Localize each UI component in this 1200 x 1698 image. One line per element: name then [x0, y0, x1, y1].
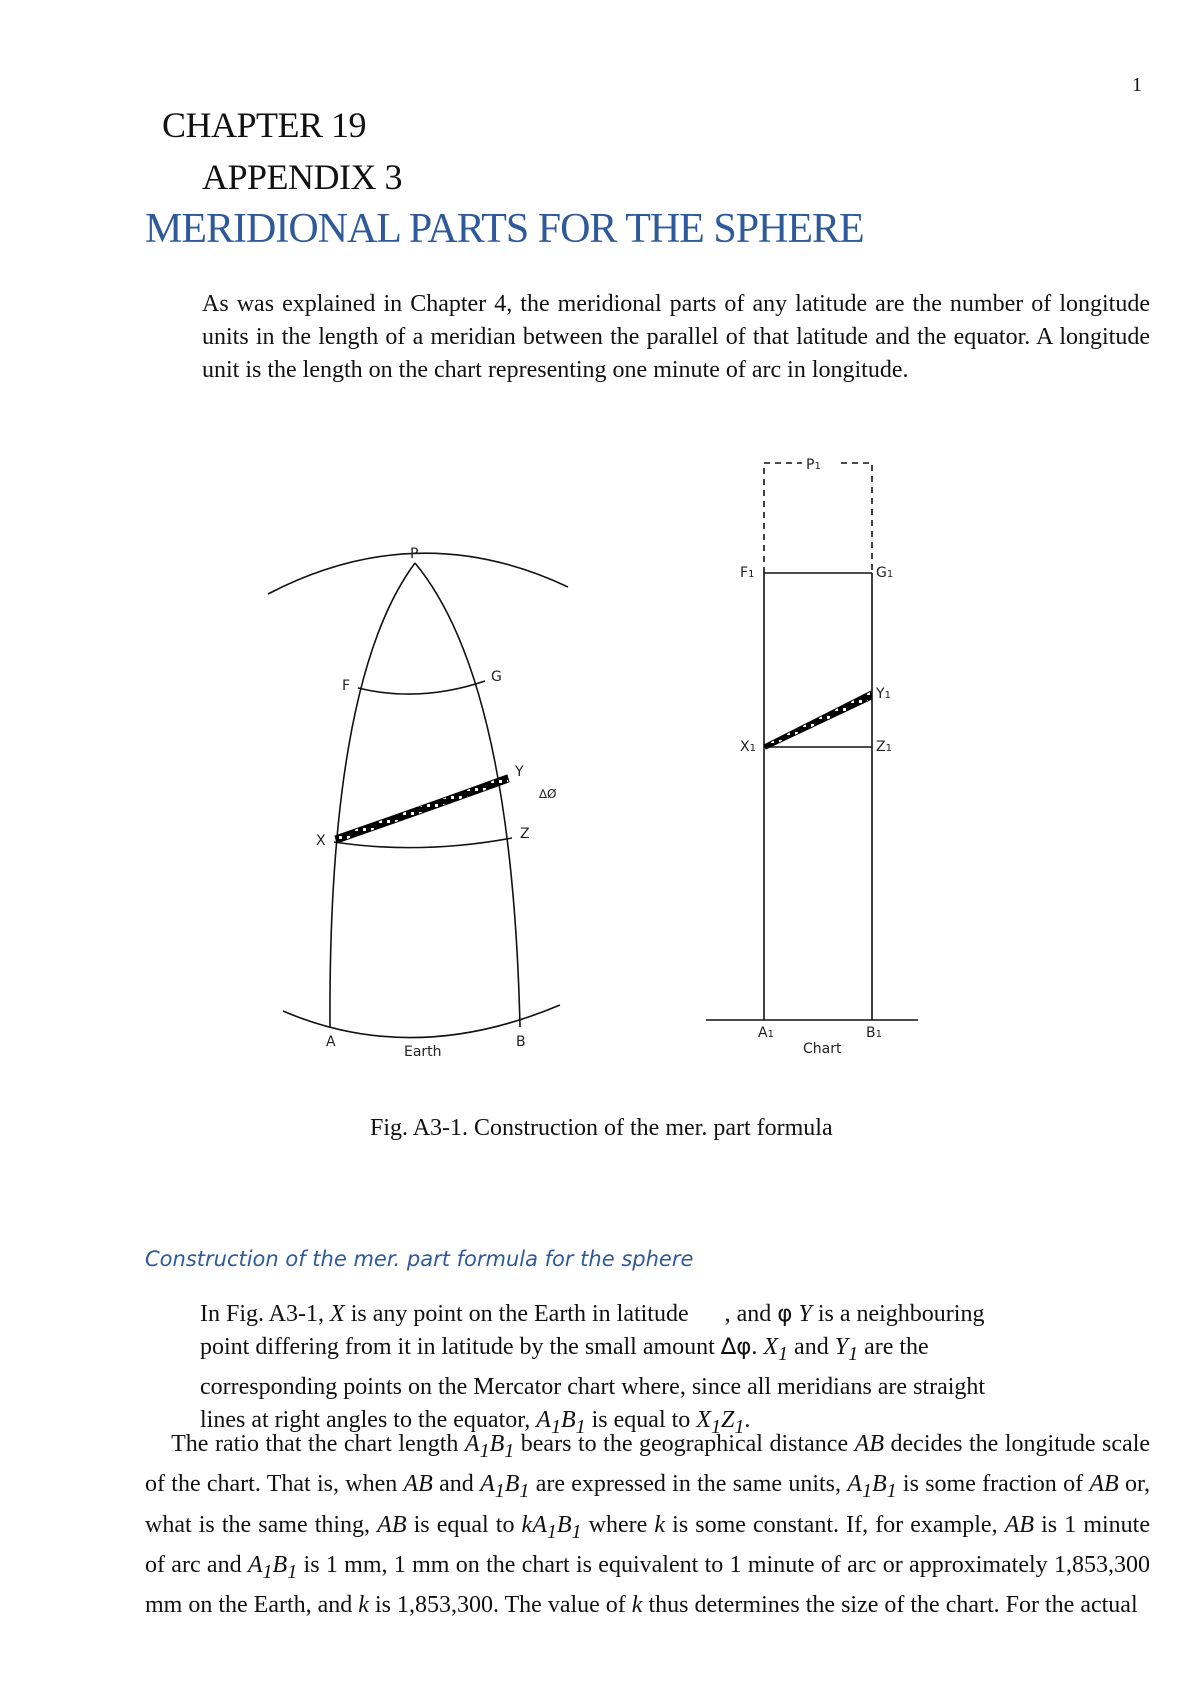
chart-diagram — [706, 463, 918, 1020]
chart-x1y1-hatched-line — [764, 691, 872, 749]
earth-equator — [283, 1005, 560, 1038]
chart-label-x1: X1 — [740, 739, 756, 755]
earth-label-a: A — [326, 1034, 336, 1050]
appendix-heading: APPENDIX 3 — [202, 157, 403, 197]
paragraph-scale: The ratio that the chart length $A_1B_1$ bears to the geographical distance AB decides the longitude scale of the chart. That is, when AB and $A_1B_1$ are expressed in the same units, $A_1B_1$ is some fraction of AB or, what is the same thing, AB is equal to $kA_1B_1$ where k is some constant. If, for example, AB is 1 minute of arc and $A_1B_1$ is 1 mm, 1 mm on the chart is equivalent to 1 minute of arc or approximately 1,853,300 mm on the Earth, and k is 1,853,300. The value of k thus determines the size of the chart. For the actual — [145, 1431, 1151, 1619]
chart-label-f1: F1 — [740, 565, 755, 581]
chart-label-z1: Z1 — [876, 739, 892, 755]
earth-caption: Earth — [404, 1044, 442, 1060]
para2-line-2: point differing from it in latitude by the small amount ∆φ. $X_1$ and $Y_1$ are the — [200, 1334, 929, 1365]
figure-caption: Fig. A3-1. Construction of the mer. part formula — [370, 1115, 833, 1141]
earth-label-y: Y — [515, 764, 524, 780]
page-number: 1 — [1132, 74, 1142, 96]
earth-parallel-xz — [334, 838, 512, 848]
earth-label-z: Z — [520, 826, 530, 842]
earth-diagram — [268, 553, 568, 1037]
chart-label-b1: B1 — [866, 1025, 882, 1041]
section-heading: Construction of the mer. part formula for the sphere — [145, 1247, 694, 1271]
earth-label-f: F — [342, 678, 351, 694]
page-title: MERIDIONAL PARTS FOR THE SPHERE — [145, 206, 864, 252]
chart-dashed-pole — [764, 463, 872, 573]
chapter-heading: CHAPTER 19 — [162, 105, 367, 145]
para2-line-1: In Fig. A3-1, X is any point on the Earth in latitude , and φ Y is a neighbouring — [200, 1301, 985, 1327]
earth-label-delta-phi: ∆Ø — [539, 787, 557, 801]
earth-label-g: G — [491, 669, 502, 685]
chart-label-p1: P1 — [806, 457, 821, 473]
figure-diagram — [250, 450, 950, 1070]
earth-parallel-fg — [358, 681, 485, 694]
earth-label-x: X — [316, 833, 326, 849]
earth-xy-hatched-line — [335, 775, 509, 843]
para2-line-4: lines at right angles to the equator, $A_1B_1$ is equal to $X_1Z_1$. — [200, 1406, 751, 1438]
earth-label-b: B — [516, 1034, 526, 1050]
chart-caption: Chart — [803, 1041, 842, 1057]
earth-label-p: P — [410, 546, 419, 562]
paragraph-construction — [200, 1298, 1160, 1444]
figure-a3-1 — [250, 450, 950, 1075]
chart-label-y1: Y1 — [876, 686, 891, 702]
intro-paragraph: As was explained in Chapter 4, the meridional parts of any latitude are the number of longitude units in the length of a meridian between the parallel of that latitude and the equator. A longitude unit is the length on the chart representing one minute of arc in longitude. — [202, 291, 1150, 383]
earth-meridian-a — [330, 563, 415, 1027]
chart-label-a1: A1 — [758, 1025, 774, 1041]
chart-label-g1: G1 — [876, 565, 894, 581]
para2-line-3: corresponding points on the Mercator chart where, since all meridians are straight — [200, 1373, 986, 1400]
